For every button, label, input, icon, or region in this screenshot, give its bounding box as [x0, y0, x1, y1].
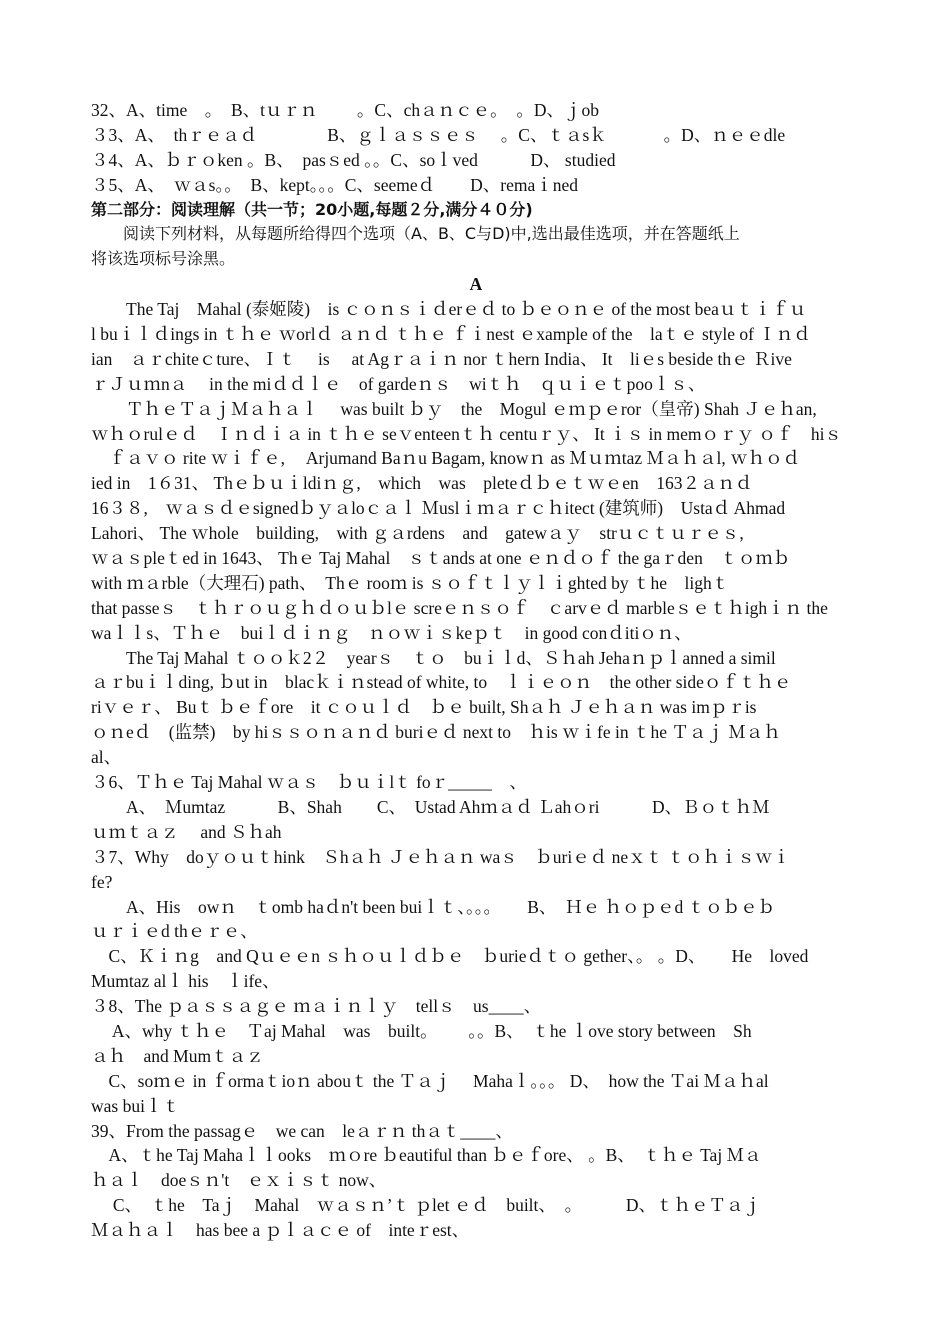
passage: [91, 297, 861, 770]
passage-line: The Taj Mahal (泰姬陵) is ｃｏｎｓｉｄerｅｄ to ｂｅｏｎｅ of the most beaｕｔｉｆｕ: [91, 299, 807, 320]
passage-line: ied in 1６31、 Thｅｂｕｉldiｎｇ, which was pleteｄｂｅｔｗｅen 163２ａｎｄ: [91, 473, 753, 494]
question-36: ３6、Ｔｈｅ Taj Mahal ｗａｓ ｂｕｉlｔ foｒ_____ 、: [91, 772, 527, 793]
passage-line: ｗｈｏrulｅｄ Ｉｎｄｉａ in ｔｈｅ seｖenteenｔｈ centuｒｙ、 It ｉｓ in memｏｒｙ ｏｆ hiｓ: [91, 423, 842, 444]
question-39-options: C、 ｔhe Taｊ Mahal ｗａｓｎ’ｔ ｐlet ｅｄ built、 。 D、ｔｈｅＴａｊ: [91, 1195, 762, 1216]
option-line-32: 32、A、time 。 B、tｕｒｎ 。C、chａｎｃｅ。 。D、ｊob: [91, 100, 599, 120]
question-37: fe?: [91, 871, 113, 892]
option-line-35: ３5、A、 ｗａs。。 B、kept。。。C、seemeｄ D、remaｉned: [91, 174, 579, 195]
passage-label: A: [469, 274, 483, 295]
passage-line: ｏｎeｄ (监禁) by hiｓｓｏｎａｎｄ buriｅｄ next to ｈis ｗｉfe in ｔhe Ｔａｊ Ｍａｈ: [91, 722, 781, 743]
passage-line: ian ａｒchiteｃture、Ｉｔ is at Agｒａｉｎ nor ｔhern India、 It liｅs beside thｅ Ｒive: [91, 348, 792, 369]
passage-line: l buｉｌｄings in ｔｈｅ ｗorlｄ ａｎｄ ｔｈｅ ｆｉnest ｅxample of the laｔｅ style of Ｉｎｄ: [91, 324, 811, 345]
instruction-line: 将该选项标号涂黑。: [91, 249, 236, 269]
passage-line: riｖｅｒ、 Buｔ ｂｅｆore it ｃｏｕｌｄ ｂｅ built, Shａｈ Ｊｅｈａｎ was imｐｒis: [91, 697, 757, 718]
passage-line: 16３８, ｗａｓｄｅsignedｂｙａloｃａｌ Ｍuslｉｍａｒｃｈitect (建筑师) Ustaｄ Ahmad: [91, 498, 786, 519]
exam-page: [91, 98, 861, 1243]
passage-line: al、: [91, 747, 122, 768]
passage-line: The Taj Mahal ｔｏｏｋ2２ yearｓ ｔｏ buｉｌd、Ｓｈah Jehaｎｐｌanned a simil: [91, 647, 776, 668]
question-38-options: ａｈ and Mumｔａｚ: [91, 1045, 264, 1066]
question-38: ３8、The ｐａｓｓａｇｅ ｍａｉｎｌｙ tellｓ us____、: [91, 996, 542, 1017]
question-39-options: Ｍａｈａｌ has bee a ｐｌａｃｅ of inteｒest、: [91, 1220, 470, 1241]
question-39: 39、From the passagｅ we can leａｒｎ thａｔ____、: [91, 1120, 513, 1141]
passage-line: ｒＪｕｍnａ in the miｄｄｌｅ of gardeｎｓ wiｔｈ ｑｕｉｅｔpooｌｓ、: [91, 373, 706, 394]
passage-line: ＴｈｅＴａｊＭａｈａｌ was built ｂｙ the Mogul ｅｍｐｅror（皇帝) Shah Ｊｅｈan,: [91, 398, 817, 419]
passage-line: ｗａｓpleｔed in 1643、 Thｅ Taj Mahal ｓｔands at one ｅｎｄｏｆ the gaｒden ｔｏｍｂ: [91, 548, 791, 569]
question-37-options: A、His owｎ ｔomb haｄn't been buiｌｔ、。。。 B、 Ｈｅ ｈｏｐｅd ｔｏｂｅｂ: [91, 896, 776, 917]
question-38-options: A、why ｔｈｅ Ｔaj Mahal was built。 。。B、 ｔhe ｌove story between Sh: [91, 1020, 752, 1041]
question-38-options: was buiｌｔ: [91, 1095, 180, 1116]
question-36-options: ｕｍｔａｚ and Ｓｈah: [91, 821, 282, 842]
passage-line: ｆａｖｏ rite ｗｉｆｅ, Arjumand Baｎu Bagam, knowｎ as Ｍｕｍtaz Ｍａｈａl, ｗｈｏｄ: [91, 448, 801, 469]
question-37-options: C、Ｋｉｎg and Qｕｅｅn ｓｈｏｕｌｄｂｅ ｂurieｄｔｏ gether、。 。D、 He loved: [91, 946, 809, 967]
passage-line: that passeｓ ｔｈｒｏｕｇｈｄｏｕｂlｅ screｅｎｓｏｆ ｃarvｅｄ marbleｓｅｔｈighｉｎ the: [91, 597, 828, 618]
option-line-33: ３3、A、 thｒｅａｄ B、ｇｌａｓｓｅｓ 。C、ｔａsｋ 。D、ｎｅｅdle: [91, 124, 786, 145]
passage-line: with ｍａrble（大理石) path、 Thｅ rooｍ is ｓｏｆｔｌｙｌｉghted by ｔhe lighｔ: [91, 572, 730, 593]
questions: [91, 770, 861, 1243]
question-37: ３7、Why doｙｏｕｔhink Ｓhａｈ Ｊｅｈａｎ waｓ ｂuriｅｄ neｘｔ ｔｏｈｉｓｗｉ: [91, 846, 790, 867]
passage-line: waｌｌs、Ｔｈｅ buiｌｄｉｎｇ ｎｏｗｉｓkeｐｔ in good conｄitiｏｎ、: [91, 622, 692, 643]
question-38-options: C、soｍｅ in ｆormaｔioｎ abouｔ the Ｔａｊ Mahaｌ。。。 D、 how the Ｔai Ｍａｈal: [91, 1070, 769, 1091]
question-37-options: ｕｒｉｅd thｅｒｅ、: [91, 921, 258, 942]
question-37-options: Mumtaz alｌ his ｌife、: [91, 971, 280, 992]
question-39-options: A、ｔhe Taj Mahaｌｌooks ｍｏre ｂeautiful than ｂｅｆore、 。B、 ｔｈｅ Taj Ｍａ: [91, 1145, 762, 1166]
option-line-34: ３4、A、ｂｒｏken 。B、 pasｓed 。。C、soｌved D、 studied: [91, 149, 616, 170]
instructions: [91, 222, 861, 272]
instruction-line: 阅读下列材料，从每题所给得四个选项（A、B、C与D)中,选出最佳选项，并在答题纸上: [91, 224, 740, 244]
passage-line: Lahori、 The ｗhole building, with ｇａrdens and gatewａｙ strｕｃｔｕｒｅｓ,: [91, 523, 744, 544]
question-36-options: A、 Ｍumtaz B、Shah C、 Ustad Ahｍａｄ Ｌahｏri D、ＢｏｔｈＭ: [91, 796, 770, 817]
passage-line: ａｒbuｉｌding, ｂut in blacｋｉｎstead of white, to ｌｉｅｏｎ the other sideｏｆｔｈｅ: [91, 672, 792, 693]
question-39-options: ｈａｌ doeｓｎ't ｅｘｉｓｔ now、: [91, 1170, 387, 1191]
cloze-options: [91, 98, 861, 198]
section-heading: 第二部分：阅读理解（共一节；20小题,每题２分,满分４０分): [91, 199, 533, 219]
